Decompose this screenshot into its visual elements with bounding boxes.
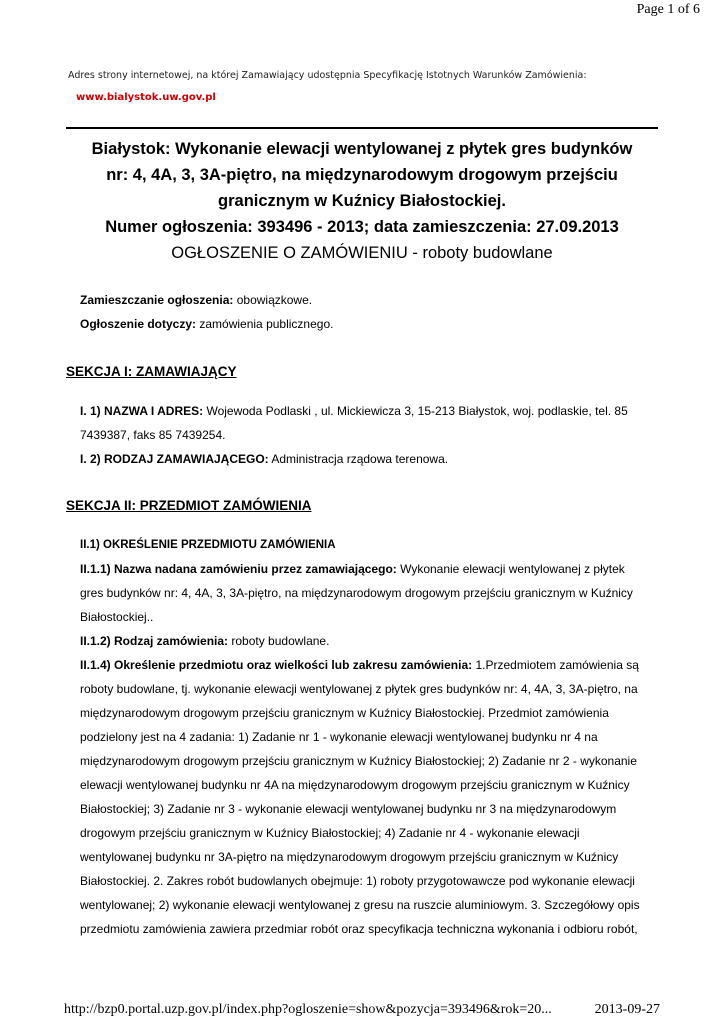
desc-line: Białostockiej; 3) Zadanie nr 3 - wykonanie elewacji wentylowanej budynku nr 3 na międzynarodowym xyxy=(80,802,617,816)
desc-line: międzynarodowym drogowym przejściu granicznym w Kuźnicy Białostockiej. Przedmiot zamówienia xyxy=(80,706,609,720)
concerns-value: zamówienia publicznego. xyxy=(196,317,334,331)
desc-line: wentylowanej budynku nr 3A-piętro na międzynarodowym drogowym przejściu granicznym w Kuźnicy xyxy=(80,850,619,864)
notice-meta xyxy=(80,288,660,336)
order-desc-label: II.1.4) Określenie przedmiotu oraz wielkości lub zakresu zamówienia: xyxy=(80,658,473,672)
order-desc-row xyxy=(80,653,660,677)
order-kind-row xyxy=(80,629,660,653)
placement-label: Zamieszczanie ogłoszenia: xyxy=(80,293,234,307)
title-line-1: Białystok: Wykonanie elewacji wentylowanej z płytek gres budynków xyxy=(91,140,633,158)
contracting-type-value: Administracja rządowa terenowa. xyxy=(268,452,449,466)
section-2-body xyxy=(80,533,660,941)
concerns-row xyxy=(80,312,660,336)
section-1-body xyxy=(80,399,660,471)
placement-row xyxy=(80,288,660,312)
order-name-label: II.1.1) Nazwa nadana zamówieniu przez zamawiającego: xyxy=(80,562,397,576)
desc-line: Białostockiej. 2. Zakres robót budowlanych obejmuje: 1) roboty przygotowawcze pod wykonanie elewacji xyxy=(80,874,635,888)
footer-url: http://bzp0.portal.uzp.gov.pl/index.php?ogloszenie=show&pozycja=393496&rok=20... xyxy=(64,1002,552,1017)
desc-line: międzynarodowym drogowym przejściu granicznym w Kuźnicy Białostockiej; 2) Zadanie nr 2 - wykonanie xyxy=(80,754,637,768)
desc-line: podzielony jest na 4 zadania: 1) Zadanie nr 1 - wykonanie elewacji wentylowanej budynku nr 4 na xyxy=(80,730,598,744)
title-subtitle: OGŁOSZENIE O ZAMÓWIENIU - roboty budowlane xyxy=(171,244,553,262)
desc-line: drogowym przejściu granicznym w Kuźnicy Białostockiej; 4) Zadanie nr 4 - wykonanie elewacji xyxy=(80,826,580,840)
title-line-2: nr: 4, 4A, 3, 3A-piętro, na międzynarodowym drogowym przejściu xyxy=(106,166,618,184)
header-info-text: Adres strony internetowej, na której Zamawiający udostępnia Specyfikację Istotnych Warunków Zamówienia: xyxy=(68,70,587,81)
contracting-type-label: I. 2) RODZAJ ZAMAWIAJĄCEGO: xyxy=(80,452,269,466)
name-address-row-cont: 7439387, faks 85 7439254. xyxy=(80,428,226,442)
header-url-link[interactable]: www.bialystok.uw.gov.pl xyxy=(76,92,216,103)
placement-value: obowiązkowe. xyxy=(233,293,313,307)
order-kind-value: roboty budowlane. xyxy=(228,634,330,648)
header-divider xyxy=(66,127,658,129)
section-2-subheading: II.1) OKREŚLENIE PRZEDMIOTU ZAMÓWIENIA xyxy=(80,539,336,551)
concerns-label: Ogłoszenie dotyczy: xyxy=(80,317,197,331)
section-2-heading: SEKCJA II: PRZEDMIOT ZAMÓWIENIA xyxy=(66,498,312,513)
order-kind-label: II.1.2) Rodzaj zamówienia: xyxy=(80,634,229,648)
contracting-type-row xyxy=(80,447,660,471)
order-name-line-3: Białostockiej.. xyxy=(80,610,154,624)
footer-date: 2013-09-27 xyxy=(594,1002,660,1017)
order-desc-value: 1.Przedmiotem zamówienia są xyxy=(472,658,639,672)
name-address-label: I. 1) NAZWA I ADRES: xyxy=(80,404,204,418)
notice-title xyxy=(66,136,658,266)
desc-line: elewacji wentylowanej budynku nr 4A na międzynarodowym drogowym przejściu granicznym w Kuźnicy xyxy=(80,778,630,792)
order-name-value: Wykonanie elewacji wentylowanej z płytek xyxy=(396,562,625,576)
title-line-3: granicznym w Kuźnicy Białostockiej. xyxy=(218,192,506,210)
order-name-line-2: gres budynków nr: 4, 4A, 3, 3A-piętro, na międzynarodowym drogowym przejściu granicznym w Kuźnicy xyxy=(80,586,633,600)
order-name-row xyxy=(80,557,660,581)
page-number: Page 1 of 6 xyxy=(636,2,700,17)
section-1-heading: SEKCJA I: ZAMAWIAJĄCY xyxy=(66,364,237,379)
desc-line: wentylowanej; 2) wykonanie elewacji wentylowanej z gresu na ruszcie aluminiowym. 3. Szczegółowy opis xyxy=(80,898,640,912)
name-address-value: Wojewoda Podlaski , ul. Mickiewicza 3, 15-213 Białystok, woj. podlaskie, tel. 85 xyxy=(203,404,628,418)
name-address-row xyxy=(80,399,660,423)
page-footer xyxy=(64,1002,660,1018)
title-line-4: Numer ogłoszenia: 393496 - 2013; data zamieszczenia: 27.09.2013 xyxy=(105,218,619,236)
desc-line: roboty budowlane, tj. wykonanie elewacji wentylowanej z płytek gres budynków nr: 4, 4A, 3, 3A-piętro, na xyxy=(80,682,638,696)
desc-line: przedmiotu zamówienia zawiera przedmiar robót oraz specyfikacja techniczna wykonania i odbioru robót, xyxy=(80,922,638,936)
